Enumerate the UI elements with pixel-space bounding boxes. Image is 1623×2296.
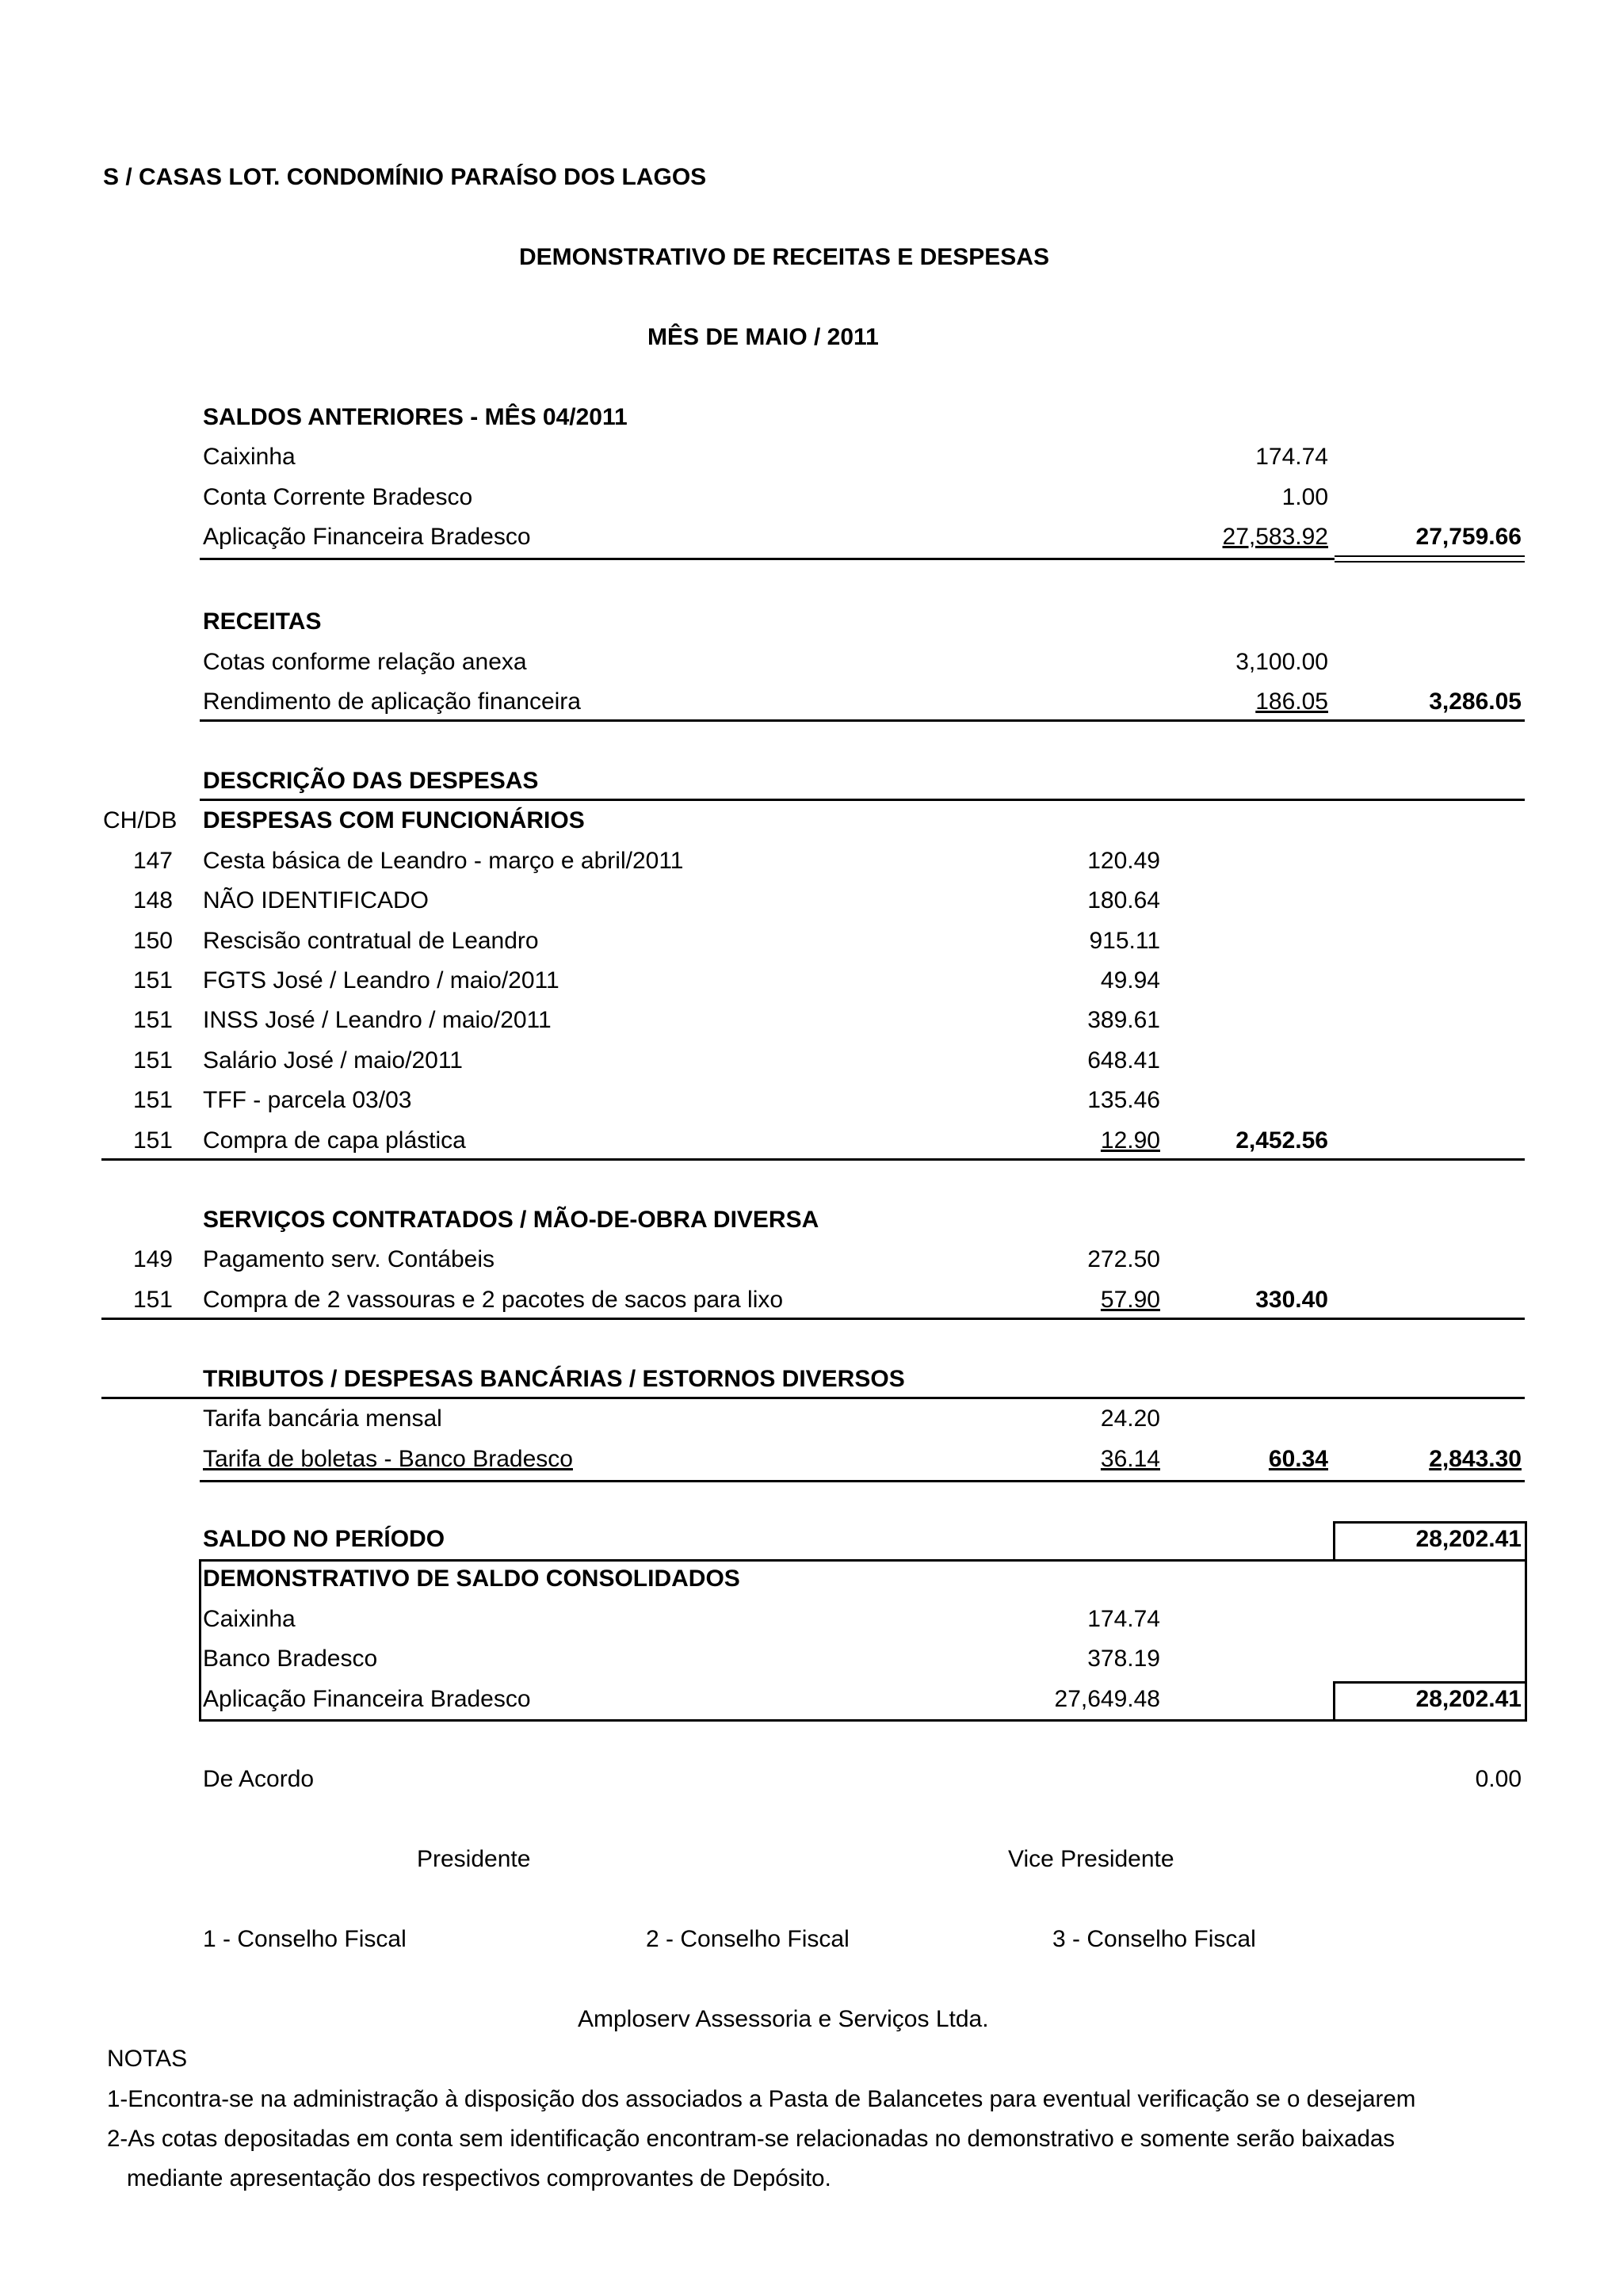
receitas-total: 3,286.05	[1429, 688, 1522, 715]
saldo-periodo-value: 28,202.41	[1415, 1526, 1522, 1552]
expense-code: 151	[132, 1087, 173, 1113]
consolidado-label: Caixinha	[203, 1606, 296, 1632]
saldo-value: 1.00	[1281, 484, 1328, 510]
tributos-heading: TRIBUTOS / DESPESAS BANCÁRIAS / ESTORNOS DIVERSOS	[203, 1366, 905, 1392]
report-period: MÊS DE MAIO / 2011	[647, 324, 879, 350]
expense-value: 49.94	[1100, 967, 1160, 994]
expense-value: 57.90	[1100, 1287, 1160, 1313]
expense-label: Pagamento serv. Contábeis	[203, 1246, 495, 1272]
servicos-heading: SERVIÇOS CONTRATADOS / MÃO-DE-OBRA DIVERSA	[203, 1207, 819, 1233]
expense-value: 389.61	[1087, 1007, 1160, 1033]
consolidado-value: 174.74	[1087, 1606, 1160, 1632]
consolidado-value: 27,649.48	[1054, 1686, 1160, 1712]
signature-conselho-1: 1 - Conselho Fiscal	[203, 1926, 407, 1952]
saldos-heading: SALDOS ANTERIORES - MÊS 04/2011	[203, 404, 628, 430]
funcionarios-subtotal: 2,452.56	[1235, 1127, 1328, 1154]
note-2-continued: mediante apresentação dos respectivos comprovantes de Depósito.	[127, 2165, 831, 2191]
expense-value: 36.14	[1100, 1446, 1160, 1472]
consolidado-value: 378.19	[1087, 1646, 1160, 1672]
expense-label: INSS José / Leandro / maio/2011	[203, 1007, 552, 1033]
code-column-header: CH/DB	[103, 807, 178, 833]
divider	[200, 1397, 1525, 1399]
expense-value: 120.49	[1087, 848, 1160, 874]
expense-code: 150	[132, 928, 173, 954]
notes-heading: NOTAS	[107, 2046, 188, 2072]
expense-code: 151	[132, 1047, 173, 1074]
entity-name: S / CASAS LOT. CONDOMÍNIO PARAÍSO DOS LAGOS	[103, 164, 707, 190]
expense-code: 148	[132, 887, 173, 913]
divider	[200, 719, 1525, 722]
saldo-label: Conta Corrente Bradesco	[203, 484, 473, 510]
company-name: Amploserv Assessoria e Serviços Ltda.	[578, 2006, 989, 2032]
consolidado-label: Banco Bradesco	[203, 1646, 378, 1672]
receita-value: 186.05	[1255, 688, 1328, 715]
expense-value: 12.90	[1100, 1127, 1160, 1154]
expense-label: Tarifa de boletas - Banco Bradesco	[203, 1446, 573, 1472]
tributos-subtotal: 60.34	[1268, 1446, 1328, 1472]
signature-conselho-2: 2 - Conselho Fiscal	[646, 1926, 850, 1952]
despesas-total: 2,843.30	[1429, 1446, 1522, 1472]
receita-label: Rendimento de aplicação financeira	[203, 688, 581, 715]
note-2: 2-As cotas depositadas em conta sem identificação encontram-se relacionadas no demonstrativo e somente serão baixadas	[107, 2126, 1396, 2152]
servicos-subtotal: 330.40	[1255, 1287, 1328, 1313]
divider	[101, 1318, 1525, 1320]
expense-value: 648.41	[1087, 1047, 1160, 1074]
despesas-heading: DESCRIÇÃO DAS DESPESAS	[203, 768, 539, 794]
expense-code: 149	[132, 1246, 173, 1272]
consolidado-total: 28,202.41	[1415, 1686, 1522, 1712]
expense-label: TFF - parcela 03/03	[203, 1087, 412, 1113]
expense-label: Compra de capa plástica	[203, 1127, 466, 1154]
expense-code: 151	[132, 1007, 173, 1033]
de-acordo-label: De Acordo	[203, 1766, 315, 1792]
saldo-label: Caixinha	[203, 444, 296, 470]
expense-value: 180.64	[1087, 887, 1160, 913]
expense-value: 272.50	[1087, 1246, 1160, 1272]
saldos-total: 27,759.66	[1415, 524, 1522, 550]
divider	[101, 1158, 1525, 1161]
expense-label: Cesta básica de Leandro - março e abril/2011	[203, 848, 684, 874]
expense-label: Salário José / maio/2011	[203, 1047, 463, 1074]
expense-label: Rescisão contratual de Leandro	[203, 928, 539, 954]
double-underline	[1335, 555, 1525, 563]
signature-vice-presidente: Vice Presidente	[1008, 1846, 1174, 1872]
consolidado-heading: DEMONSTRATIVO DE SALDO CONSOLIDADOS	[203, 1566, 740, 1592]
expense-value: 135.46	[1087, 1087, 1160, 1113]
expense-label: FGTS José / Leandro / maio/2011	[203, 967, 559, 994]
de-acordo-value: 0.00	[1475, 1766, 1522, 1792]
signature-conselho-3: 3 - Conselho Fiscal	[1052, 1926, 1256, 1952]
expense-code: 151	[132, 1127, 173, 1154]
expense-label: NÃO IDENTIFICADO	[203, 887, 430, 913]
saldo-periodo-label: SALDO NO PERÍODO	[203, 1526, 445, 1552]
funcionarios-heading: DESPESAS COM FUNCIONÁRIOS	[203, 807, 585, 833]
receita-value: 3,100.00	[1235, 649, 1328, 675]
note-1: 1-Encontra-se na administração à disposição dos associados a Pasta de Balancetes para eventual verificação se o desejarem	[107, 2086, 1416, 2112]
divider	[200, 558, 1335, 560]
saldo-label: Aplicação Financeira Bradesco	[203, 524, 531, 550]
expense-label: Compra de 2 vassouras e 2 pacotes de sacos para lixo	[203, 1287, 784, 1313]
expense-label: Tarifa bancária mensal	[203, 1405, 442, 1432]
divider	[200, 1480, 1525, 1482]
expense-code: 151	[132, 1287, 173, 1313]
receita-label: Cotas conforme relação anexa	[203, 649, 527, 675]
expense-code: 147	[132, 848, 173, 874]
expense-value: 915.11	[1089, 928, 1160, 954]
expense-code: 151	[132, 967, 173, 994]
report-title: DEMONSTRATIVO DE RECEITAS E DESPESAS	[519, 244, 1049, 270]
saldo-value: 174.74	[1255, 444, 1328, 470]
divider	[200, 799, 1525, 801]
consolidado-label: Aplicação Financeira Bradesco	[203, 1686, 531, 1712]
receitas-heading: RECEITAS	[203, 608, 322, 635]
signature-presidente: Presidente	[417, 1846, 531, 1872]
saldo-value: 27,583.92	[1222, 524, 1328, 550]
divider	[101, 1397, 200, 1399]
expense-value: 24.20	[1100, 1405, 1160, 1432]
